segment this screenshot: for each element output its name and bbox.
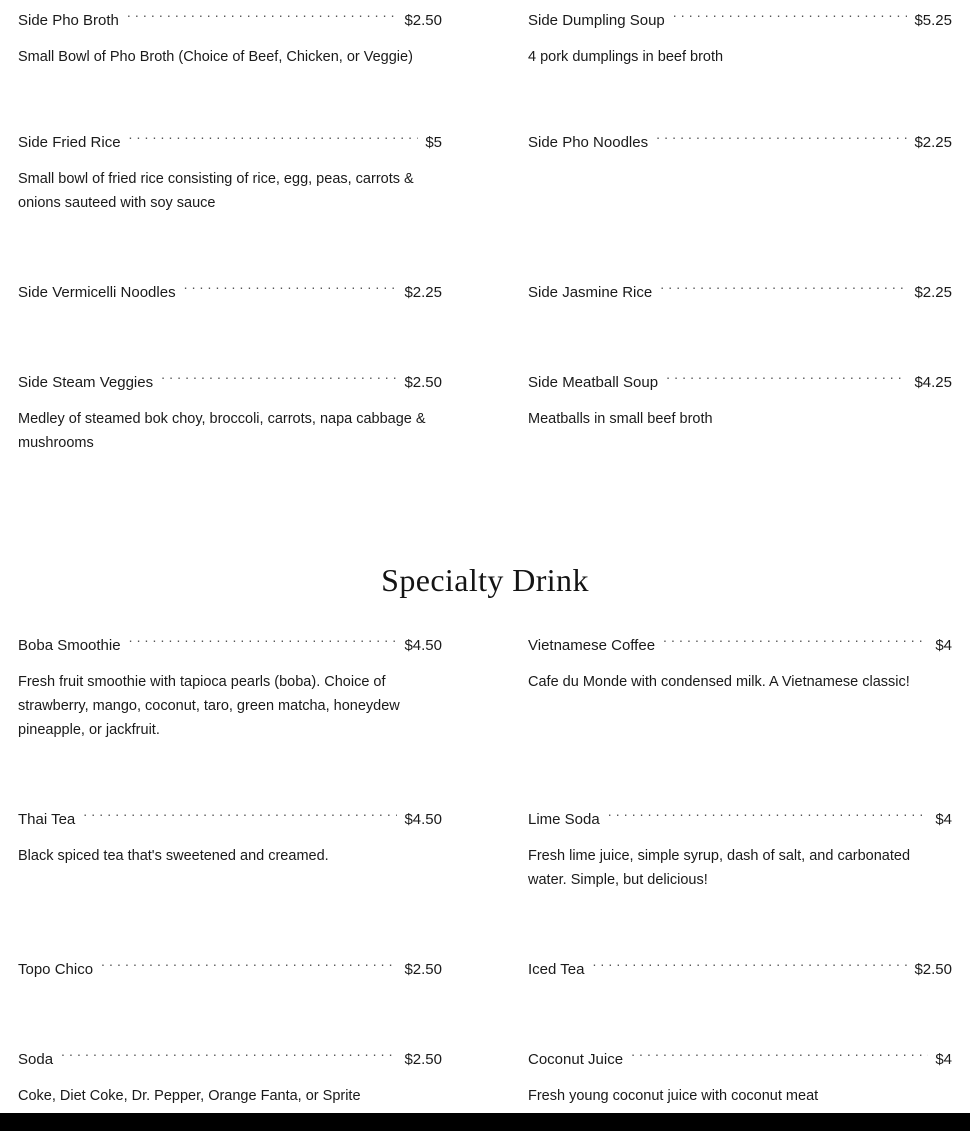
menu-item[interactable] [18,10,442,132]
menu-item-header [528,959,952,980]
menu-item[interactable] [18,372,442,512]
menu-item-name: Side Steam Veggies [18,374,154,391]
menu-item-description: Black spiced tea that's sweetened and creamed. [18,848,329,864]
menu-item-name: Thai Tea [18,811,76,828]
menu-item-description: Medley of steamed bok choy, broccoli, carrots, napa cabbage & mushrooms [18,411,426,451]
menu-item-description: Small bowl of fried rice consisting of rice, egg, peas, carrots & onions sauteed with soy sauce [18,171,414,211]
menu-item[interactable] [528,1049,952,1119]
menu-item-header [18,132,442,153]
menu-item[interactable] [528,809,952,959]
leader-dots [663,635,928,650]
leader-dots [161,372,397,387]
leader-dots [592,959,907,974]
leader-dots [666,372,907,387]
footer-bar [0,1113,970,1131]
menu-item[interactable] [18,809,442,959]
menu-item-name: Boba Smoothie [18,637,121,654]
menu-item-name: Side Pho Broth [18,12,119,29]
menu-item-price: $4 [935,1051,952,1068]
menu-item-header [528,635,952,656]
menu-item-price: $4.25 [914,374,952,391]
menu-item-name: Soda [18,1051,54,1068]
menu-item-price: $2.25 [404,284,442,301]
menu-item-header [18,635,442,656]
menu-item-description: Meatballs in small beef broth [528,411,713,427]
leader-dots [608,809,929,824]
menu-item-description: Fresh young coconut juice with coconut meat [528,1088,819,1104]
leader-dots [631,1049,928,1064]
menu-item-name: Side Pho Noodles [528,134,649,151]
menu-item-header [528,809,952,830]
leader-dots [129,132,419,147]
sides-grid [18,10,952,512]
menu-item-name: Side Fried Rice [18,134,121,151]
menu-item-price: $2.25 [914,284,952,301]
menu-item-header [528,10,952,31]
specialty-drink-section [0,599,970,1119]
sides-section [0,0,970,512]
menu-item-description: Fresh fruit smoothie with tapioca pearls (boba). Choice of strawberry, mango, coconut, taro, green matcha, honeydew pineapple, or jackfruit. [18,674,400,738]
menu-item-header [18,10,442,31]
menu-item-name: Vietnamese Coffee [528,637,656,654]
menu-item-header [18,282,442,303]
menu-item-price: $2.50 [404,374,442,391]
menu-item-header [528,372,952,393]
menu-item-price: $4 [935,811,952,828]
menu-item[interactable] [18,282,442,372]
menu-item-name: Side Dumpling Soup [528,12,665,29]
menu-item-description: 4 pork dumplings in beef broth [528,49,724,65]
menu-item[interactable] [18,132,442,282]
menu-item[interactable] [18,1049,442,1119]
leader-dots [184,282,398,297]
menu-item-description: Fresh lime juice, simple syrup, dash of salt, and carbonated water. Simple, but delicious! [528,848,911,888]
menu-item-header [528,132,952,153]
menu-item-name: Topo Chico [18,961,94,978]
menu-item[interactable] [528,959,952,1049]
menu-item-name: Side Meatball Soup [528,374,659,391]
menu-item-name: Side Jasmine Rice [528,284,653,301]
menu-item-header [18,372,442,393]
leader-dots [61,1049,397,1064]
leader-dots [656,132,907,147]
menu-item-description: Coke, Diet Coke, Dr. Pepper, Orange Fanta, or Sprite [18,1088,361,1104]
menu-item-header [528,282,952,303]
menu-item-description: Cafe du Monde with condensed milk. A Vietnamese classic! [528,674,910,690]
leader-dots [127,10,398,25]
menu-item-price: $2.50 [404,1051,442,1068]
menu-item-price: $4.50 [404,811,442,828]
leader-dots [83,809,397,824]
section-title-specialty-drink: Specialty Drink [381,562,589,598]
leader-dots [101,959,397,974]
menu-item[interactable] [18,635,442,809]
menu-item-description: Small Bowl of Pho Broth (Choice of Beef, Chicken, or Veggie) [18,49,413,65]
menu-item[interactable] [528,372,952,512]
menu-item-price: $2.50 [404,961,442,978]
menu-item-price: $5 [425,134,442,151]
menu-item-price: $2.50 [404,12,442,29]
menu-item-name: Coconut Juice [528,1051,624,1068]
menu-item[interactable] [528,132,952,282]
menu-item-price: $2.50 [914,961,952,978]
leader-dots [673,10,908,25]
menu-item-header [528,1049,952,1070]
menu-item-price: $2.25 [914,134,952,151]
menu-item[interactable] [18,959,442,1049]
menu-item[interactable] [528,282,952,372]
menu-item-name: Side Vermicelli Noodles [18,284,176,301]
menu-item-price: $4.50 [404,637,442,654]
leader-dots [660,282,907,297]
menu-item-header [18,1049,442,1070]
menu-item[interactable] [528,10,952,132]
leader-dots [129,635,398,650]
menu-item-name: Iced Tea [528,961,585,978]
specialty-drink-grid [18,635,952,1119]
menu-item-price: $5.25 [914,12,952,29]
menu-item[interactable] [528,635,952,809]
menu-item-name: Lime Soda [528,811,600,828]
menu-item-price: $4 [935,637,952,654]
menu-item-header [18,809,442,830]
menu-item-header [18,959,442,980]
